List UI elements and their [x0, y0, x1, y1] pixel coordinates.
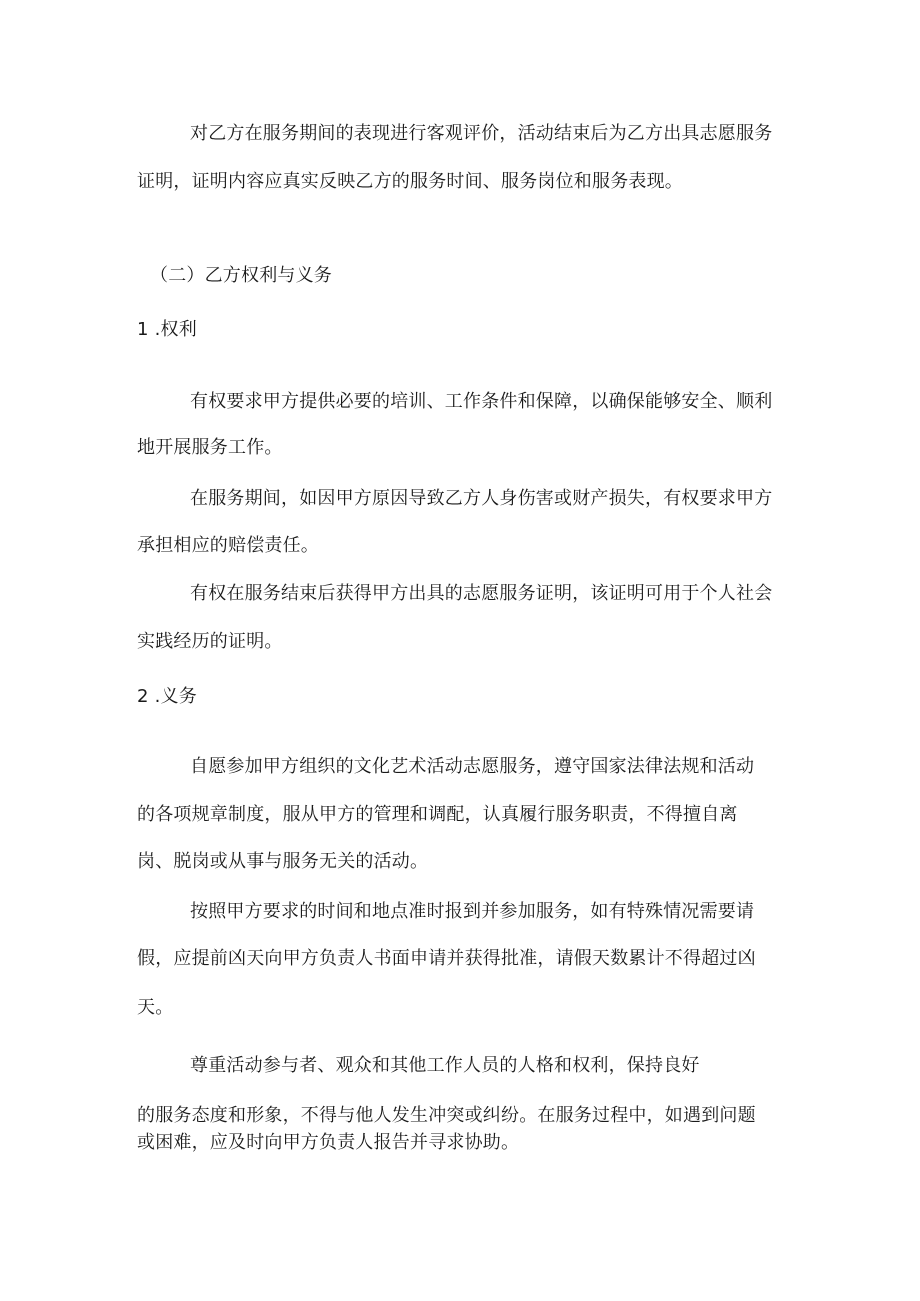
text-line: 按照甲方要求的时间和地点准时报到并参加服务，如有特殊情况需要请	[190, 901, 755, 922]
text-line: 尊重活动参与者、观众和其他工作人员的人格和权利，保持良好	[190, 1055, 700, 1076]
text-line: 自愿参加甲方组织的文化艺术活动志愿服务，遵守国家法律法规和活动	[190, 756, 755, 777]
text-line: 有权在服务结束后获得甲方出具的志愿服务证明，该证明可用于个人社会	[190, 583, 773, 604]
section-heading: （二）乙方权利与义务	[150, 265, 332, 286]
text-line: 的服务态度和形象，不得与他人发生冲突或纠纷。在服务过程中，如遇到问题	[137, 1105, 756, 1126]
text-line: 承担相应的赔偿责任。	[137, 535, 319, 556]
text-line: 在服务期间，如因甲方原因导致乙方人身伤害或财产损失，有权要求甲方	[190, 488, 773, 509]
text-line: 岗、脱岗或从事与服务无关的活动。	[137, 851, 429, 872]
text-line: 或困难，应及时向甲方负责人报告并寻求协助。	[137, 1132, 520, 1153]
text-line: 对乙方在服务期间的表现进行客观评价，活动结束后为乙方出具志愿服务	[190, 123, 773, 144]
text-line: 证明，证明内容应真实反映乙方的服务时间、服务岗位和服务表现。	[137, 171, 683, 192]
text-line: 实践经历的证明。	[137, 631, 283, 652]
text-line: 地开展服务工作。	[137, 437, 283, 458]
text-line: 有权要求甲方提供必要的培训、工作条件和保障，以确保能够安全、顺利	[190, 391, 773, 412]
text-line: 假，应提前凶天向甲方负责人书面申请并获得批准，请假天数累计不得超过凶	[137, 948, 756, 969]
rights-heading: 1 .权利	[137, 319, 197, 340]
obligations-heading: 2 .义务	[137, 686, 197, 707]
text-line: 的各项规章制度，服从甲方的管理和调配，认真履行服务职责，不得擅自离	[137, 804, 738, 825]
text-line: 天。	[137, 997, 174, 1018]
